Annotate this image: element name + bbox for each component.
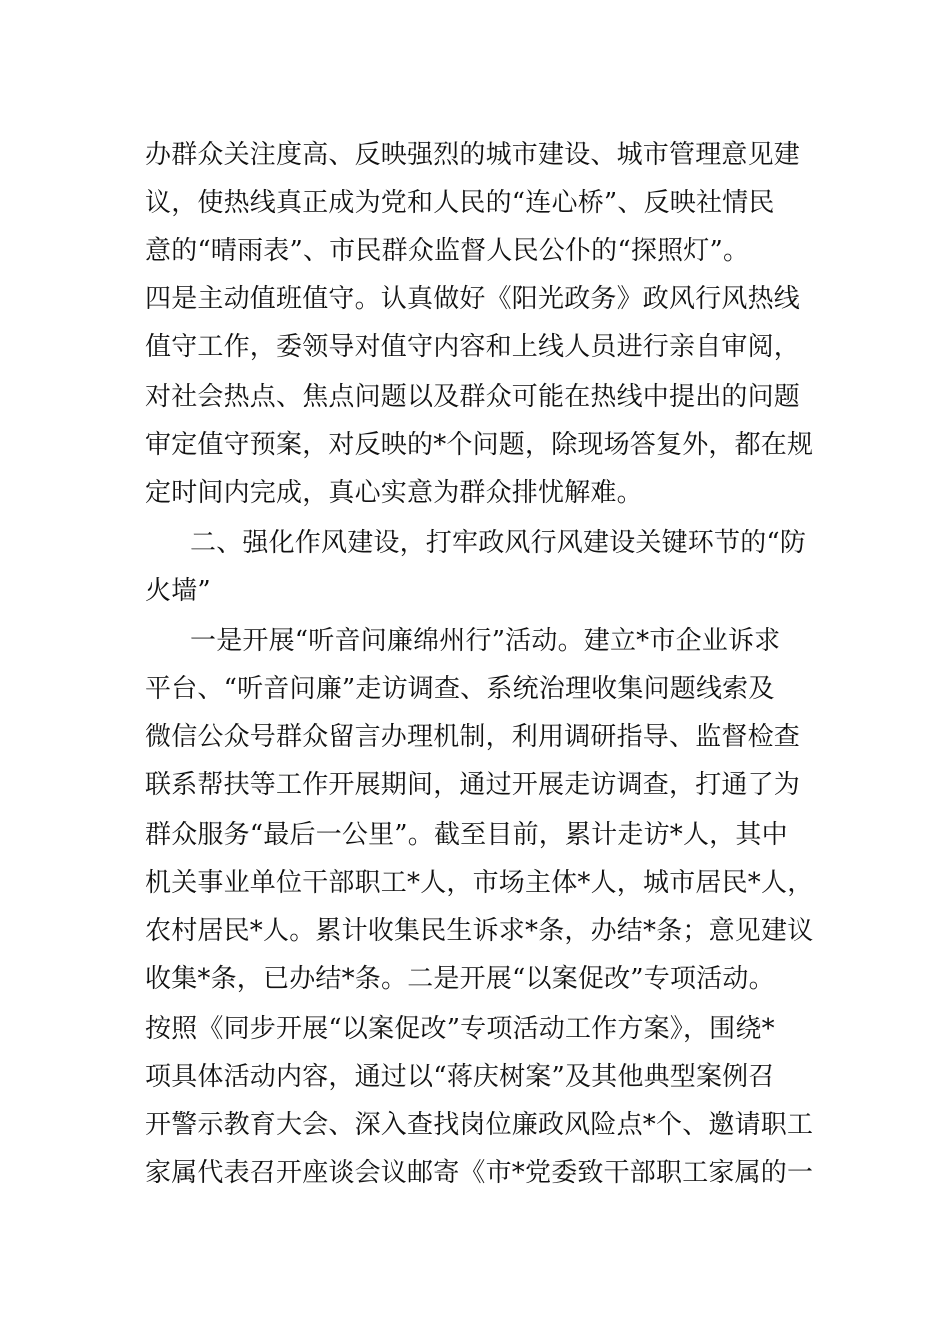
text-line: 微信公众号群众留言办理机制，利用调研指导、监督检查 <box>145 722 801 752</box>
text-line: 办群众关注度高、反映强烈的城市建设、城市管理意见建 <box>145 140 801 170</box>
section-heading-line: 二、强化作风建设，打牢政风行风建设关键环节的“防 <box>190 528 807 558</box>
text-line: 议，使热线真正成为党和人民的“连心桥”、反映社情民 <box>145 188 775 218</box>
text-line: 开警示教育大会、深入查找岗位廉政风险点*个、邀请职工 <box>145 1110 814 1140</box>
text-line: 平台、“听音问廉”走访调查、系统治理收集问题线索及 <box>145 674 775 704</box>
text-line: 家属代表召开座谈会议邮寄《市*党委致干部职工家属的一 <box>145 1158 814 1188</box>
text-line: 一是开展“听音问廉绵州行”活动。建立*市企业诉求 <box>190 626 781 656</box>
text-line: 农村居民*人。累计收集民生诉求*条，办结*条；意见建议 <box>145 916 814 946</box>
text-line: 按照《同步开展“以案促改”专项活动工作方案》，围绕* <box>145 1014 775 1044</box>
text-line: 审定值守预案，对反映的*个问题，除现场答复外，都在规 <box>145 430 814 460</box>
text-line: 群众服务“最后一公里”。截至目前，累计走访*人，其中 <box>145 820 788 850</box>
text-line: 四是主动值班值守。认真做好《阳光政务》政风行风热线 <box>145 284 801 314</box>
text-line: 定时间内完成，真心实意为群众排忧解难。 <box>145 478 643 508</box>
text-line: 意的“晴雨表”、市民群众监督人民公仆的“探照灯”。 <box>145 236 750 266</box>
text-line: 机关事业单位干部职工*人，市场主体*人，城市居民*人， <box>145 868 814 898</box>
text-line: 项具体活动内容，通过以“蒋庆树案”及其他典型案例召 <box>145 1062 775 1092</box>
text-line: 值守工作，委领导对值守内容和上线人员进行亲自审阅， <box>145 332 801 362</box>
text-line: 对社会热点、焦点问题以及群众可能在热线中提出的问题 <box>145 382 801 412</box>
text-line: 收集*条，已办结*条。二是开展“以案促改”专项活动。 <box>145 964 775 994</box>
section-heading-line: 火墙” <box>145 576 211 606</box>
text-line: 联系帮扶等工作开展期间，通过开展走访调查，打通了为 <box>145 770 801 800</box>
